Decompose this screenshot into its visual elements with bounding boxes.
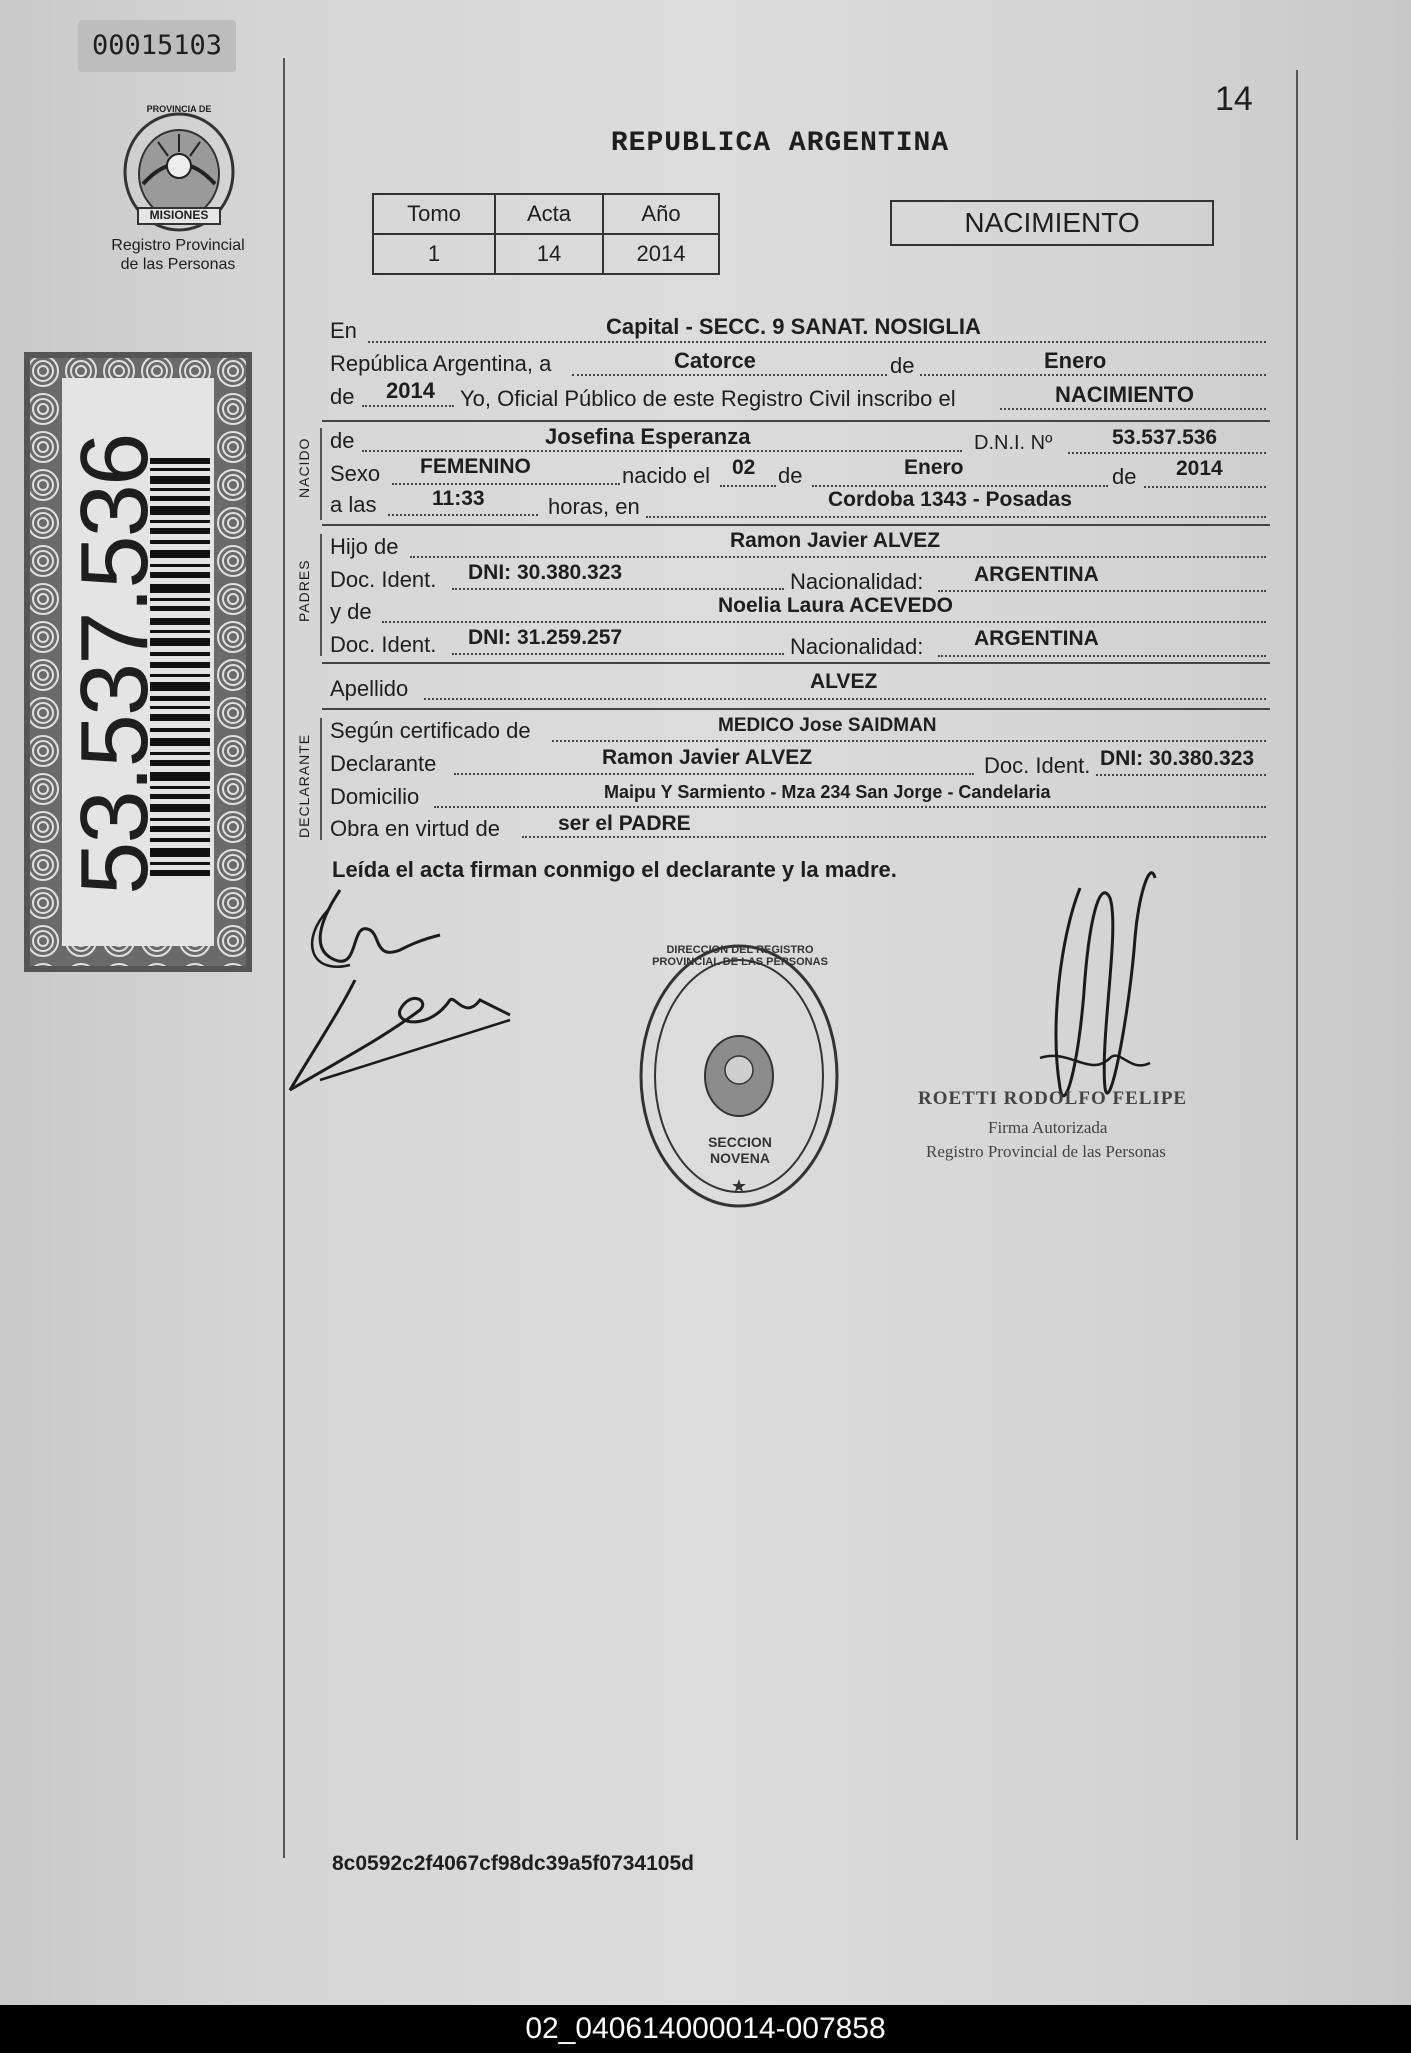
serial-number: 00015103 xyxy=(78,20,236,72)
value-lugar-nac: Cordoba 1343 - Posadas xyxy=(828,488,1072,511)
dotted-line xyxy=(382,621,1266,623)
closing-statement: Leída el acta firman conmigo el declarante y la madre. xyxy=(332,857,897,882)
value-madre-nac: ARGENTINA xyxy=(974,627,1099,650)
register-header-anio: Año xyxy=(603,194,719,234)
register-value-anio: 2014 xyxy=(603,234,719,274)
signatory-role: Firma Autorizada xyxy=(988,1118,1108,1137)
value-dia-letras: Catorce xyxy=(674,348,756,373)
official-seal-icon xyxy=(636,940,842,1212)
label-yo: Yo, Oficial Público de este Registro Civil inscribo el xyxy=(460,386,956,411)
side-label-declarante: DECLARANTE xyxy=(296,733,312,838)
dotted-line xyxy=(434,806,1266,808)
label-y-de: y de xyxy=(330,599,372,624)
registry-label xyxy=(98,236,258,274)
register-value-row xyxy=(373,234,719,274)
label-nacionalidad-madre: Nacionalidad: xyxy=(790,634,924,659)
value-apellido: ALVEZ xyxy=(810,670,878,693)
value-domicilio: Maipu Y Sarmiento - Mza 234 San Jorge - Candelaria xyxy=(604,782,1051,802)
dotted-line xyxy=(368,341,1266,343)
value-obra: ser el PADRE xyxy=(558,812,691,835)
declarant-signature-icon xyxy=(280,880,520,1100)
dotted-line xyxy=(452,588,784,590)
value-lugar: Capital - SECC. 9 SANAT. NOSIGLIA xyxy=(606,314,981,339)
dotted-line xyxy=(720,485,776,487)
label-a-las: a las xyxy=(330,492,377,517)
value-madre-doc: DNI: 31.259.257 xyxy=(468,626,623,649)
dotted-line xyxy=(424,698,1266,700)
dotted-line xyxy=(362,405,454,407)
dotted-line xyxy=(646,516,1266,518)
label-de-mes-nac: de xyxy=(778,463,803,488)
dotted-line xyxy=(410,556,1266,558)
dotted-line xyxy=(552,740,1266,742)
value-declarante-doc: DNI: 30.380.323 xyxy=(1100,747,1255,770)
page-number: 14 xyxy=(1215,80,1253,118)
section-divider xyxy=(322,420,1270,422)
label-doc-ident-padre: Doc. Ident. xyxy=(330,567,437,592)
dotted-line xyxy=(388,514,538,516)
label-doc-ident-declarante: Doc. Ident. xyxy=(984,753,1091,778)
footer-code: 02_040614000014-007858 xyxy=(0,2005,1411,2053)
section-divider xyxy=(322,708,1270,710)
dotted-line xyxy=(920,374,1266,376)
value-padre-nac: ARGENTINA xyxy=(974,563,1099,586)
label-obra: Obra en virtud de xyxy=(330,816,500,841)
section-divider xyxy=(322,524,1270,526)
value-anio-nac: 2014 xyxy=(1176,457,1223,480)
coat-of-arms-top-text: PROVINCIA DE xyxy=(146,104,212,114)
value-sexo: FEMENINO xyxy=(420,455,531,478)
label-de-nombre: de xyxy=(330,428,355,453)
registry-label-line-2: de las Personas xyxy=(120,256,236,273)
value-tipo: NACIMIENTO xyxy=(1055,382,1194,407)
value-padre-doc: DNI: 30.380.323 xyxy=(468,561,623,584)
label-horas: horas, en xyxy=(548,494,640,519)
register-header-tomo: Tomo xyxy=(373,194,495,234)
svg-text:★: ★ xyxy=(730,1176,748,1197)
dotted-line xyxy=(392,483,620,485)
dotted-line xyxy=(522,836,1266,838)
register-value-acta: 14 xyxy=(495,234,603,274)
register-header-acta: Acta xyxy=(495,194,603,234)
label-hijo-de: Hijo de xyxy=(330,534,399,559)
dotted-line xyxy=(572,374,887,376)
dotted-line xyxy=(1144,486,1266,488)
dotted-line xyxy=(938,590,1266,592)
seal-outer-text: DIRECCION DEL REGISTRO PROVINCIAL DE LAS PERSONAS xyxy=(652,944,828,968)
side-label-padres: PADRES xyxy=(296,559,312,622)
section-bracket xyxy=(320,718,322,840)
register-table xyxy=(372,193,720,275)
dotted-line xyxy=(452,653,784,655)
value-hora: 11:33 xyxy=(432,487,485,510)
seal-inner-text: SECCION NOVENA xyxy=(708,1134,772,1166)
value-dni: 53.537.536 xyxy=(1112,426,1218,449)
label-republica: República Argentina, a xyxy=(330,351,552,376)
value-mes-nac: Enero xyxy=(904,456,964,479)
label-nacido: nacido el xyxy=(622,463,711,488)
section-divider xyxy=(322,662,1270,664)
dotted-line xyxy=(362,450,962,452)
section-bracket xyxy=(320,428,322,520)
registry-label-line-1: Registro Provincial xyxy=(111,237,245,254)
label-domicilio: Domicilio xyxy=(330,784,420,809)
section-bracket xyxy=(320,534,322,656)
dni-vertical-number: 53.537.536 xyxy=(61,434,168,895)
value-mes: Enero xyxy=(1044,348,1107,373)
act-type-box: NACIMIENTO xyxy=(890,200,1214,246)
document-hash: 8c0592c2f4067cf98dc39a5f0734105d xyxy=(332,1852,694,1875)
right-frame-line xyxy=(1296,70,1298,1840)
label-declarante: Declarante xyxy=(330,751,437,776)
side-label-nacido: NACIDO xyxy=(296,437,312,498)
dotted-line xyxy=(938,655,1266,657)
label-de: de xyxy=(890,353,915,378)
value-anio: 2014 xyxy=(386,378,435,403)
value-declarante: Ramon Javier ALVEZ xyxy=(602,746,813,769)
label-apellido: Apellido xyxy=(330,676,409,701)
value-madre: Noelia Laura ACEVEDO xyxy=(718,594,953,617)
document-title: REPUBLICA ARGENTINA xyxy=(610,128,950,159)
signatory-name: ROETTI RODOLFO FELIPE xyxy=(918,1088,1188,1109)
value-nombre: Josefina Esperanza xyxy=(545,424,751,449)
label-doc-ident-madre: Doc. Ident. xyxy=(330,632,437,657)
dotted-line xyxy=(812,485,1108,487)
label-segun: Según certificado de xyxy=(330,718,531,743)
label-sexo: Sexo xyxy=(330,461,381,486)
label-en: En xyxy=(330,318,357,343)
label-nacionalidad-padre: Nacionalidad: xyxy=(790,569,924,594)
value-dia-nac: 02 xyxy=(732,456,756,479)
register-value-tomo: 1 xyxy=(373,234,495,274)
value-certificado: MEDICO Jose SAIDMAN xyxy=(718,715,937,736)
label-de-anio-nac: de xyxy=(1112,464,1137,489)
dotted-line xyxy=(1000,408,1266,410)
register-header-row xyxy=(373,194,719,234)
dotted-line xyxy=(1096,774,1266,776)
dotted-line xyxy=(1068,452,1266,454)
label-dni: D.N.I. Nº xyxy=(974,432,1053,454)
coat-of-arms-bottom-text: MISIONES xyxy=(149,208,209,222)
dotted-line xyxy=(454,773,974,775)
label-de-anio: de xyxy=(330,384,355,409)
value-padre: Ramon Javier ALVEZ xyxy=(730,529,941,552)
signatory-office: Registro Provincial de las Personas xyxy=(926,1142,1166,1161)
